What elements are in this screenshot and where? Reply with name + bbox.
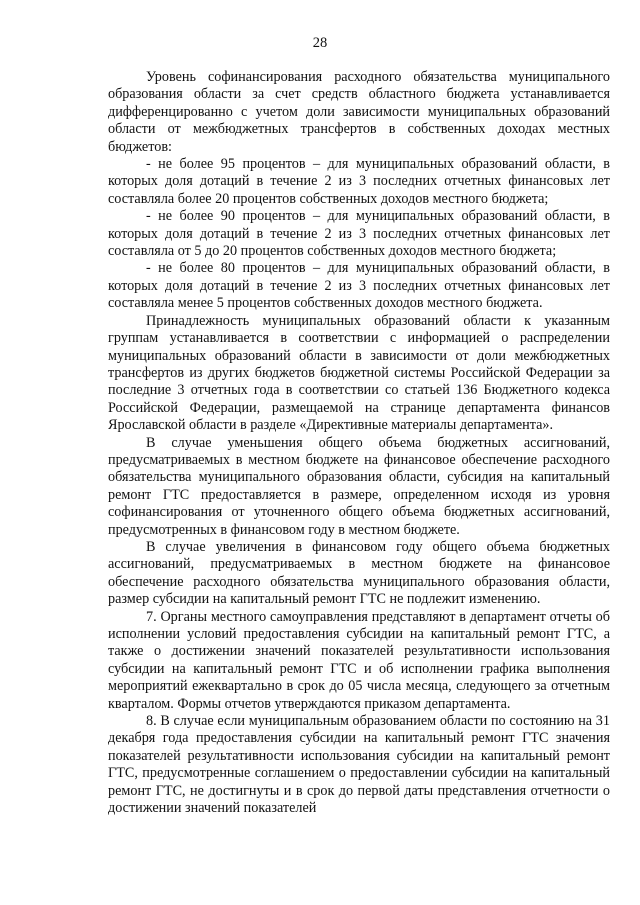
paragraph-budget-decrease: В случае уменьшения общего объема бюджетных ассигнований, предусматриваемых в местном бюджете на финансовое обеспечение расходного обязательства муниципального образования области, субсидия на капитальный ремонт ГТС предоставляется в размере, определенном исходя из уровня софинансирования от уточненного общего объема бюджетных ассигнований, предусмотренных в финансовом году в местном бюджете.: [108, 434, 610, 538]
page-number: 28: [312, 35, 328, 51]
paragraph-limit-80: - не более 80 процентов – для муниципальных образований области, в которых доля дотаций в течение 2 из 3 последних отчетных финансовых лет составляла менее 5 процентов собственных доходов местного бюджета.: [108, 260, 610, 312]
paragraph-cofinancing-level: Уровень софинансирования расходного обязательства муниципального образования области за счет средств областного бюджета устанавливается дифференцированно с учетом доли зависимости муниципальных образований области от межбюджетных трансфертов в собственных доходах местных бюджетов:: [108, 69, 610, 155]
paragraph-budget-increase: В случае увеличения в финансовом году общего объема бюджетных ассигнований, предусматриваемых в местном бюджете на финансовое обеспечение расходного обязательства муниципального образования области, размер субсидии на капитальный ремонт ГТС не подлежит изменению.: [108, 538, 610, 608]
document-body: [108, 69, 610, 817]
paragraph-limit-90: - не более 90 процентов – для муниципальных образований области, в которых доля дотаций в течение 2 из 3 последних отчетных финансовых лет составляла от 5 до 20 процентов собственных доходов местного бюджета;: [108, 208, 610, 260]
paragraph-item-8: 8. В случае если муниципальным образованием области по состоянию на 31 декабря года предоставления субсидии на капитальный ремонт ГТС значения показателей результативности использования субсидии на капитальный ремонт ГТС, предусмотренные соглашением о предоставлении субсидии на капитальный ремонт ГТС, не достигнуты и в срок до первой даты представления отчетности о достижении значений показателей: [108, 713, 610, 817]
paragraph-group-membership: Принадлежность муниципальных образований области к указанным группам устанавливается в соответствии с информацией о распределении муниципальных образований области в зависимости от доли межбюджетных трансфертов из других бюджетов бюджетной системы Российской Федерации за последние 3 отчетных года в соответствии со статьей 136 Бюджетного кодекса Российской Федерации, размещаемой на странице департамента финансов Ярославской области в разделе «Директивные материалы департамента».: [108, 312, 610, 434]
paragraph-item-7-reports: 7. Органы местного самоуправления представляют в департамент отчеты об исполнении условий предоставления субсидии на капитальный ремонт ГТС, а также о достижении значений показателей результативности использования субсидии на капитальный ремонт ГТС и об исполнении графика выполнения мероприятий ежеквартально в срок до 05 числа месяца, следующего за отчетным кварталом. Формы отчетов утверждаются приказом департамента.: [108, 608, 610, 712]
paragraph-limit-95: - не более 95 процентов – для муниципальных образований области, в которых доля дотаций в течение 2 из 3 последних отчетных финансовых лет составляла более 20 процентов собственных доходов местного бюджета;: [108, 156, 610, 207]
